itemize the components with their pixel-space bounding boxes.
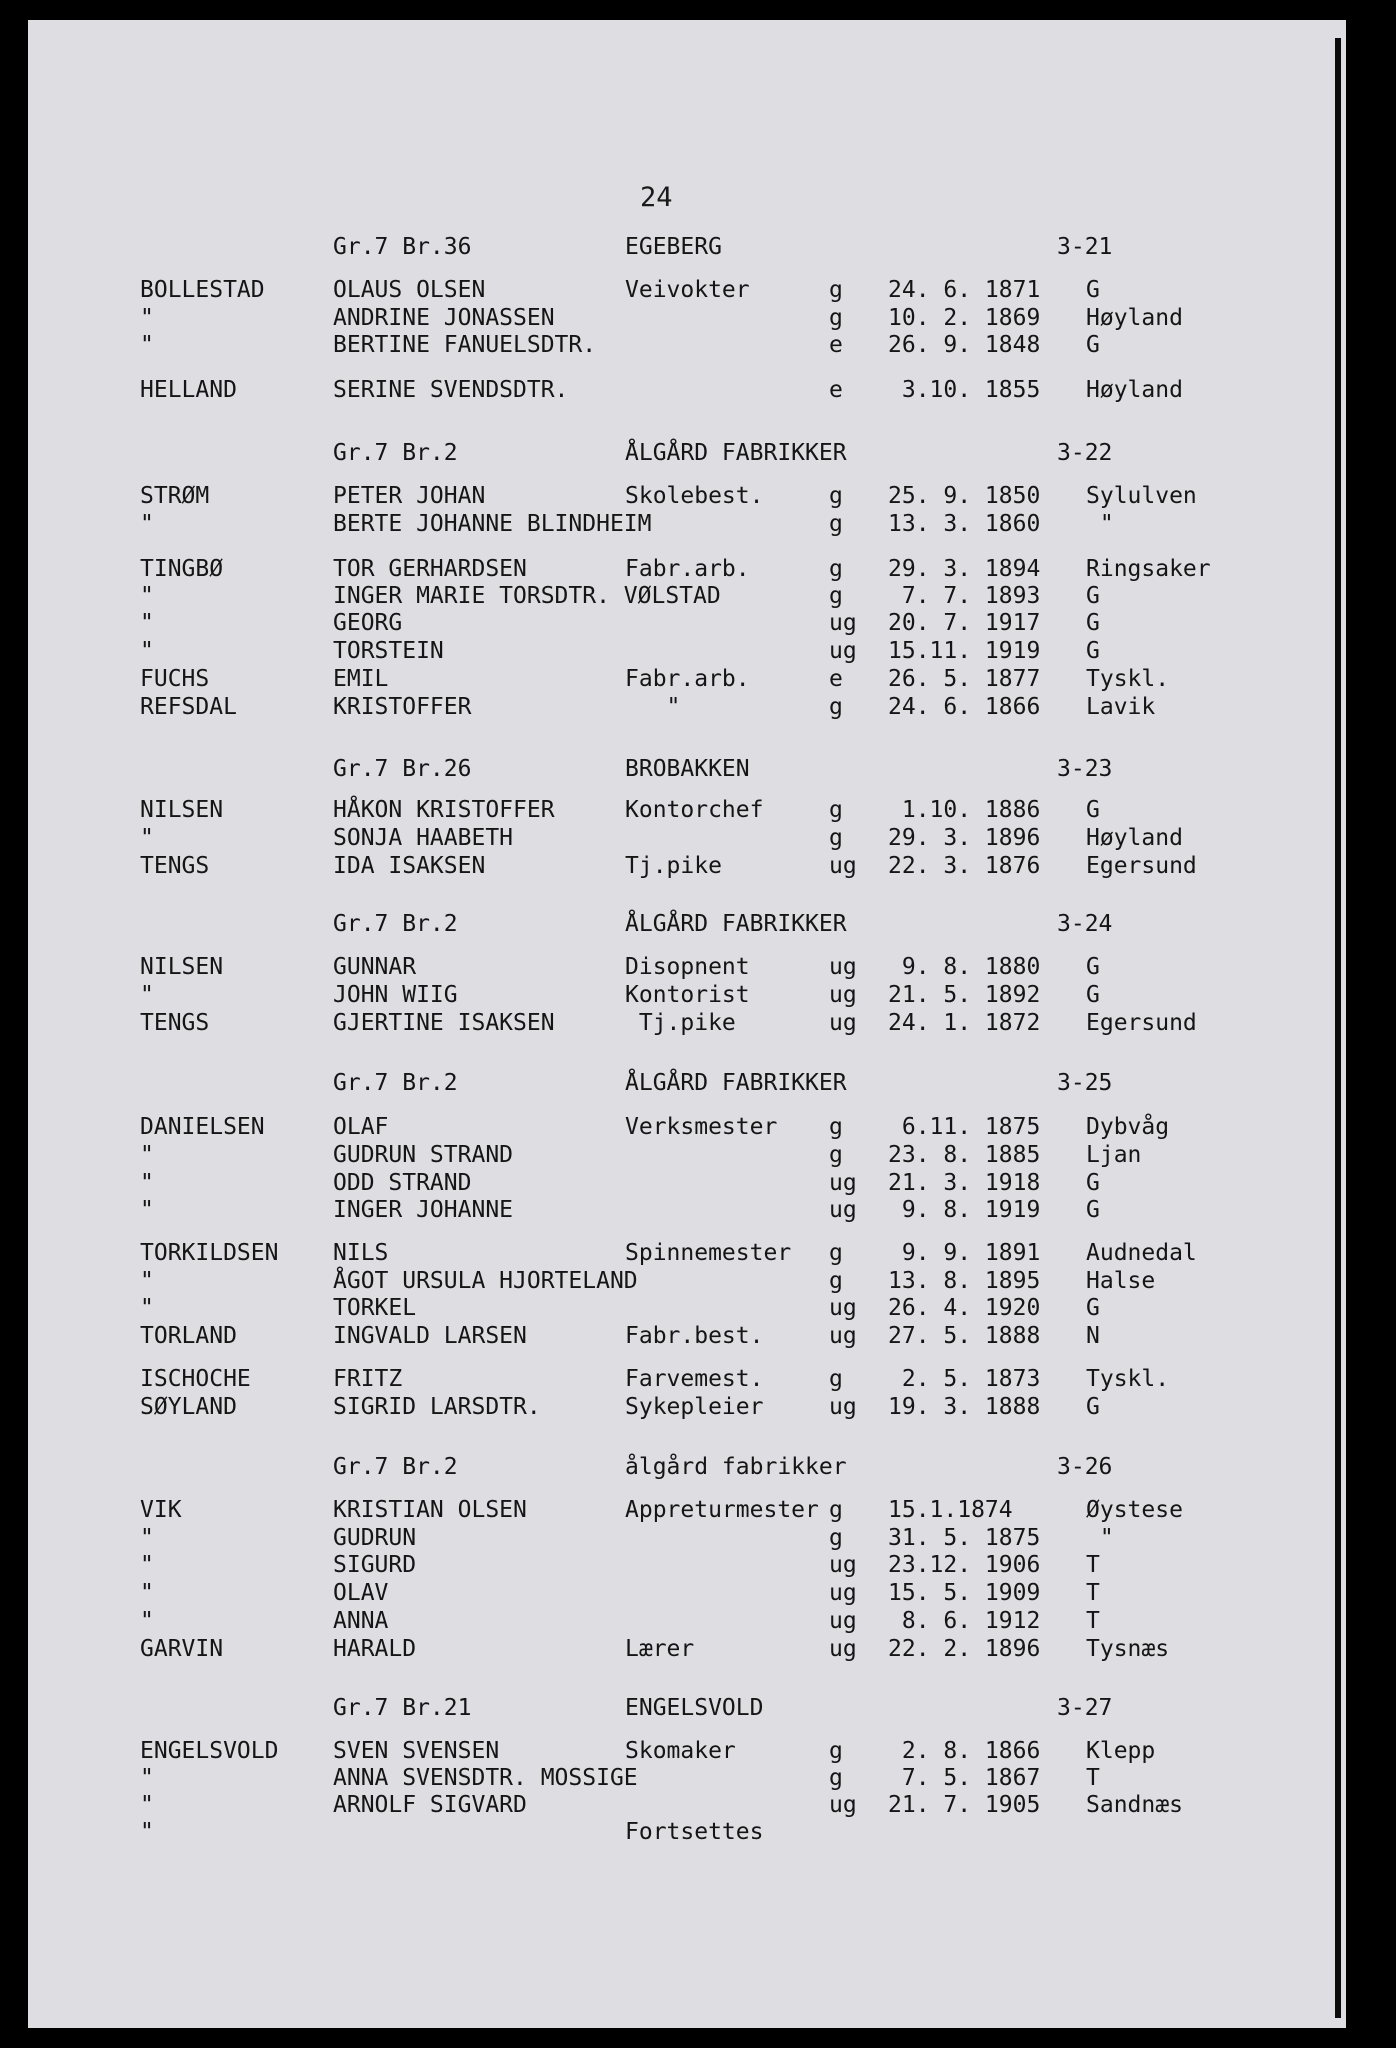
given-name: GJERTINE ISAKSEN [333,1010,555,1036]
given-name: TORSTEIN [333,638,444,664]
surname: " [140,1197,154,1223]
birth-place: Øystese [1086,1497,1183,1523]
surname: " [140,1608,154,1634]
birth-place: T [1086,1608,1100,1634]
birth-date: 13. 3. 1860 [888,511,1041,537]
given-name: BERTINE FANUELSDTR. [333,332,597,358]
occupation: " [625,694,681,720]
birth-date: 22. 3. 1876 [888,853,1041,879]
register-row [28,1523,1346,1553]
marital-status: ug [829,1792,857,1818]
surname: " [140,1792,154,1818]
marital-status: g [829,797,843,823]
section-header [28,438,1346,468]
given-name: ANNA SVENSDTR. MOSSIGE [333,1765,638,1791]
birth-date: 29. 3. 1896 [888,825,1041,851]
marital-status: g [829,1268,843,1294]
surname: GARVIN [140,1636,224,1662]
birth-date: 20. 7. 1917 [888,610,1041,636]
marital-status: g [829,1114,843,1140]
given-name: KRISTOFFER [333,694,472,720]
birth-date: 6.11. 1875 [888,1114,1041,1140]
given-name: TOR GERHARDSEN [333,556,527,582]
given-name: GUDRUN STRAND [333,1142,514,1168]
birth-place: G [1086,797,1100,823]
surname: " [140,1525,154,1551]
register-row [28,375,1346,405]
occupation: Fabr.arb. [625,556,750,582]
occupation: Sykepleier [625,1394,764,1420]
given-name: HARALD [333,1636,417,1662]
birth-place: N [1086,1323,1100,1349]
birth-place: Egersund [1086,1010,1197,1036]
marital-status: ug [829,954,857,980]
birth-date: 15.1.1874 [888,1497,1013,1523]
register-row [28,1293,1346,1323]
occupation: Spinnemester [625,1240,792,1266]
surname: " [140,583,154,609]
section-farm: ålgård fabrikker [625,1454,847,1480]
surname: DANIELSEN [140,1114,265,1140]
register-row [28,1763,1346,1793]
birth-place: Dybvåg [1086,1114,1170,1140]
birth-place: Egersund [1086,853,1197,879]
register-row [28,636,1346,666]
marital-status: ug [829,610,857,636]
section-farm: ÅLGÅRD FABRIKKER [625,1070,847,1096]
marital-status: ug [829,1608,857,1634]
register-row [28,823,1346,853]
birth-date: 2. 5. 1873 [888,1366,1041,1392]
section-number: 3-27 [1057,1695,1113,1721]
surname: TINGBØ [140,556,224,582]
birth-date: 31. 5. 1875 [888,1525,1041,1551]
given-name: INGER MARIE TORSDTR. VØLSTAD [333,583,721,609]
surname: NILSEN [140,954,224,980]
birth-place: Tyskl. [1086,1366,1170,1392]
marital-status: ug [829,638,857,664]
marital-status: g [829,556,843,582]
marital-status: g [829,1765,843,1791]
marital-status: ug [829,1394,857,1420]
register-row [28,1195,1346,1225]
birth-place: G [1086,277,1100,303]
birth-place: Ljan [1086,1142,1142,1168]
surname: ENGELSVOLD [140,1738,279,1764]
marital-status: g [829,1497,843,1523]
birth-date: 7. 5. 1867 [888,1765,1041,1791]
section-group: Gr.7 Br.2 [333,911,458,937]
marital-status: ug [829,982,857,1008]
surname: " [140,1580,154,1606]
surname: " [140,1268,154,1294]
marital-status: e [829,666,843,692]
section-group: Gr.7 Br.21 [333,1695,472,1721]
section-farm: ÅLGÅRD FABRIKKER [625,911,847,937]
register-row [28,1578,1346,1608]
surname: SØYLAND [140,1394,237,1420]
marital-status: g [829,825,843,851]
occupation: Kontorchef [625,797,764,823]
occupation: Lærer [625,1636,695,1662]
register-row [28,1008,1346,1038]
surname: " [140,1142,154,1168]
birth-date: 21. 5. 1892 [888,982,1041,1008]
register-row [28,1606,1346,1636]
section-group: Gr.7 Br.2 [333,1070,458,1096]
given-name: ANNA [333,1608,389,1634]
surname: " [140,982,154,1008]
marital-status: ug [829,1197,857,1223]
marital-status: ug [829,1010,857,1036]
marital-status: g [829,1366,843,1392]
birth-place: T [1086,1580,1100,1606]
scan-edge-bar [1335,38,1341,2018]
register-row [28,1238,1346,1268]
occupation: Skolebest. [625,483,764,509]
marital-status: ug [829,853,857,879]
occupation: Veivokter [625,277,750,303]
birth-place: Høyland [1086,377,1183,403]
birth-date: 23.12. 1906 [888,1552,1041,1578]
register-row [28,952,1346,982]
register-row [28,664,1346,694]
given-name: GUNNAR [333,954,417,980]
occupation: Tj.pike [625,853,722,879]
register-row [28,1634,1346,1664]
birth-date: 26. 9. 1848 [888,332,1041,358]
section-header [28,1068,1346,1098]
section-group: Gr.7 Br.2 [333,440,458,466]
surname: " [140,610,154,636]
register-row [28,481,1346,511]
given-name: NILS [333,1240,389,1266]
birth-date: 3.10. 1855 [888,377,1041,403]
surname: " [140,1170,154,1196]
section-number: 3-26 [1057,1454,1113,1480]
given-name: HÅKON KRISTOFFER [333,797,555,823]
marital-status: ug [829,1636,857,1662]
given-name: OLAF [333,1114,389,1140]
birth-date: 24. 6. 1871 [888,277,1041,303]
section-header [28,909,1346,939]
birth-date: 26. 4. 1920 [888,1295,1041,1321]
birth-date: 19. 3. 1888 [888,1394,1041,1420]
given-name: OLAV [333,1580,389,1606]
surname: TORLAND [140,1323,237,1349]
section-header [28,232,1346,262]
given-name: KRISTIAN OLSEN [333,1497,527,1523]
section-farm: EGEBERG [625,234,722,260]
given-name: ARNOLF SIGVARD [333,1792,527,1818]
birth-date: 22. 2. 1896 [888,1636,1041,1662]
given-name: TORKEL [333,1295,417,1321]
given-name: ÅGOT URSULA HJORTELAND [333,1268,638,1294]
marital-status: ug [829,1552,857,1578]
section-number: 3-22 [1057,440,1113,466]
surname: " [140,305,154,331]
birth-date: 25. 9. 1850 [888,483,1041,509]
occupation: Verksmester [625,1114,778,1140]
birth-place: Tysnæs [1086,1636,1170,1662]
birth-place: Høyland [1086,825,1183,851]
surname: " [140,825,154,851]
surname: " [140,511,154,537]
birth-place: G [1086,1170,1100,1196]
register-row [28,1817,1346,1847]
birth-date: 21. 3. 1918 [888,1170,1041,1196]
birth-place: G [1086,982,1100,1008]
register-entries [28,20,1346,2028]
marital-status: e [829,332,843,358]
register-row [28,795,1346,825]
birth-place: Høyland [1086,305,1183,331]
birth-place: Audnedal [1086,1240,1197,1266]
given-name: BERTE JOHANNE BLINDHEIM [333,511,652,537]
marital-status: g [829,483,843,509]
given-name: SIGRID LARSDTR. [333,1394,541,1420]
surname: ISCHOCHE [140,1366,251,1392]
section-group: Gr.7 Br.26 [333,756,472,782]
surname: REFSDAL [140,694,237,720]
register-row [28,1495,1346,1525]
birth-date: 15. 5. 1909 [888,1580,1041,1606]
birth-date: 27. 5. 1888 [888,1323,1041,1349]
register-row [28,1364,1346,1394]
birth-date: 9. 8. 1880 [888,954,1041,980]
surname: " [140,1765,154,1791]
birth-place: Sandnæs [1086,1792,1183,1818]
given-name: INGVALD LARSEN [333,1323,527,1349]
section-number: 3-25 [1057,1070,1113,1096]
register-row [28,692,1346,722]
given-name: ODD STRAND [333,1170,472,1196]
birth-date: 23. 8. 1885 [888,1142,1041,1168]
register-row [28,330,1346,360]
surname: " [140,638,154,664]
section-number: 3-21 [1057,234,1113,260]
section-group: Gr.7 Br.36 [333,234,472,260]
given-name: GEORG [333,610,403,636]
birth-place: " [1086,511,1114,537]
occupation: Disopnent [625,954,750,980]
marital-status: g [829,1525,843,1551]
marital-status: g [829,583,843,609]
given-name: INGER JOHANNE [333,1197,514,1223]
marital-status: g [829,694,843,720]
occupation: Farvemest. [625,1366,764,1392]
register-row [28,1140,1346,1170]
section-farm: ENGELSVOLD [625,1695,764,1721]
section-farm: ÅLGÅRD FABRIKKER [625,440,847,466]
surname: " [140,1552,154,1578]
register-row [28,509,1346,539]
birth-place: G [1086,1197,1100,1223]
register-row [28,581,1346,611]
occupation: Fabr.arb. [625,666,750,692]
given-name: PETER JOHAN [333,483,486,509]
birth-place: G [1086,1295,1100,1321]
given-name: OLAUS OLSEN [333,277,486,303]
occupation: Fortsettes [625,1819,764,1845]
surname: VIK [140,1497,182,1523]
birth-date: 15.11. 1919 [888,638,1041,664]
section-header [28,754,1346,784]
birth-date: 1.10. 1886 [888,797,1041,823]
register-row [28,1112,1346,1142]
given-name: SVEN SVENSEN [333,1738,500,1764]
register-row [28,980,1346,1010]
given-name: SIGURD [333,1552,417,1578]
birth-date: 9. 9. 1891 [888,1240,1041,1266]
register-row [28,1321,1346,1351]
marital-status: ug [829,1295,857,1321]
marital-status: g [829,1240,843,1266]
birth-place: " [1086,1525,1114,1551]
register-row [28,608,1346,638]
register-row [28,851,1346,881]
surname: TENGS [140,1010,210,1036]
register-row [28,275,1346,305]
birth-date: 24. 1. 1872 [888,1010,1041,1036]
given-name: SONJA HAABETH [333,825,514,851]
marital-status: ug [829,1580,857,1606]
section-group: Gr.7 Br.2 [333,1454,458,1480]
birth-place: G [1086,1394,1100,1420]
surname: TENGS [140,853,210,879]
birth-place: G [1086,583,1100,609]
surname: TORKILDSEN [140,1240,279,1266]
birth-date: 7. 7. 1893 [888,583,1041,609]
birth-date: 13. 8. 1895 [888,1268,1041,1294]
birth-place: T [1086,1552,1100,1578]
birth-place: Lavik [1086,694,1156,720]
birth-place: Sylulven [1086,483,1197,509]
marital-status: g [829,1738,843,1764]
surname: " [140,1295,154,1321]
marital-status: ug [829,1323,857,1349]
birth-date: 21. 7. 1905 [888,1792,1041,1818]
birth-place: G [1086,638,1100,664]
page-number: 24 [640,182,673,213]
marital-status: ug [829,1170,857,1196]
section-farm: BROBAKKEN [625,756,750,782]
surname: STRØM [140,483,210,509]
register-row [28,1392,1346,1422]
birth-place: G [1086,954,1100,980]
register-row [28,1736,1346,1766]
birth-place: T [1086,1765,1100,1791]
surname: FUCHS [140,666,210,692]
surname: BOLLESTAD [140,277,265,303]
given-name: SERINE SVENDSDTR. [333,377,569,403]
surname: " [140,332,154,358]
marital-status: g [829,305,843,331]
register-row [28,1550,1346,1580]
birth-place: Ringsaker [1086,556,1211,582]
register-row [28,1168,1346,1198]
given-name: FRITZ [333,1366,403,1392]
surname: " [140,1819,154,1845]
birth-date: 8. 6. 1912 [888,1608,1041,1634]
occupation: Kontorist [625,982,750,1008]
birth-date: 26. 5. 1877 [888,666,1041,692]
occupation: Appreturmester [625,1497,819,1523]
register-row [28,1266,1346,1296]
section-header [28,1452,1346,1482]
given-name: IDA ISAKSEN [333,853,486,879]
occupation: Fabr.best. [625,1323,764,1349]
section-number: 3-23 [1057,756,1113,782]
document-page [28,20,1346,2028]
marital-status: g [829,1142,843,1168]
birth-date: 24. 6. 1866 [888,694,1041,720]
surname: HELLAND [140,377,237,403]
marital-status: g [829,511,843,537]
birth-place: G [1086,332,1100,358]
given-name: GUDRUN [333,1525,417,1551]
birth-date: 9. 8. 1919 [888,1197,1041,1223]
marital-status: e [829,377,843,403]
birth-date: 29. 3. 1894 [888,556,1041,582]
given-name: JOHN WIIG [333,982,458,1008]
occupation: Skomaker [625,1738,736,1764]
birth-place: Klepp [1086,1738,1156,1764]
surname: NILSEN [140,797,224,823]
given-name: EMIL [333,666,389,692]
birth-place: G [1086,610,1100,636]
birth-place: Halse [1086,1268,1156,1294]
register-row [28,554,1346,584]
birth-date: 10. 2. 1869 [888,305,1041,331]
section-header [28,1693,1346,1723]
register-row [28,1790,1346,1820]
marital-status: g [829,277,843,303]
birth-place: Tyskl. [1086,666,1170,692]
birth-date: 2. 8. 1866 [888,1738,1041,1764]
given-name: ANDRINE JONASSEN [333,305,555,331]
occupation: Tj.pike [625,1010,736,1036]
section-number: 3-24 [1057,911,1113,937]
register-row [28,303,1346,333]
